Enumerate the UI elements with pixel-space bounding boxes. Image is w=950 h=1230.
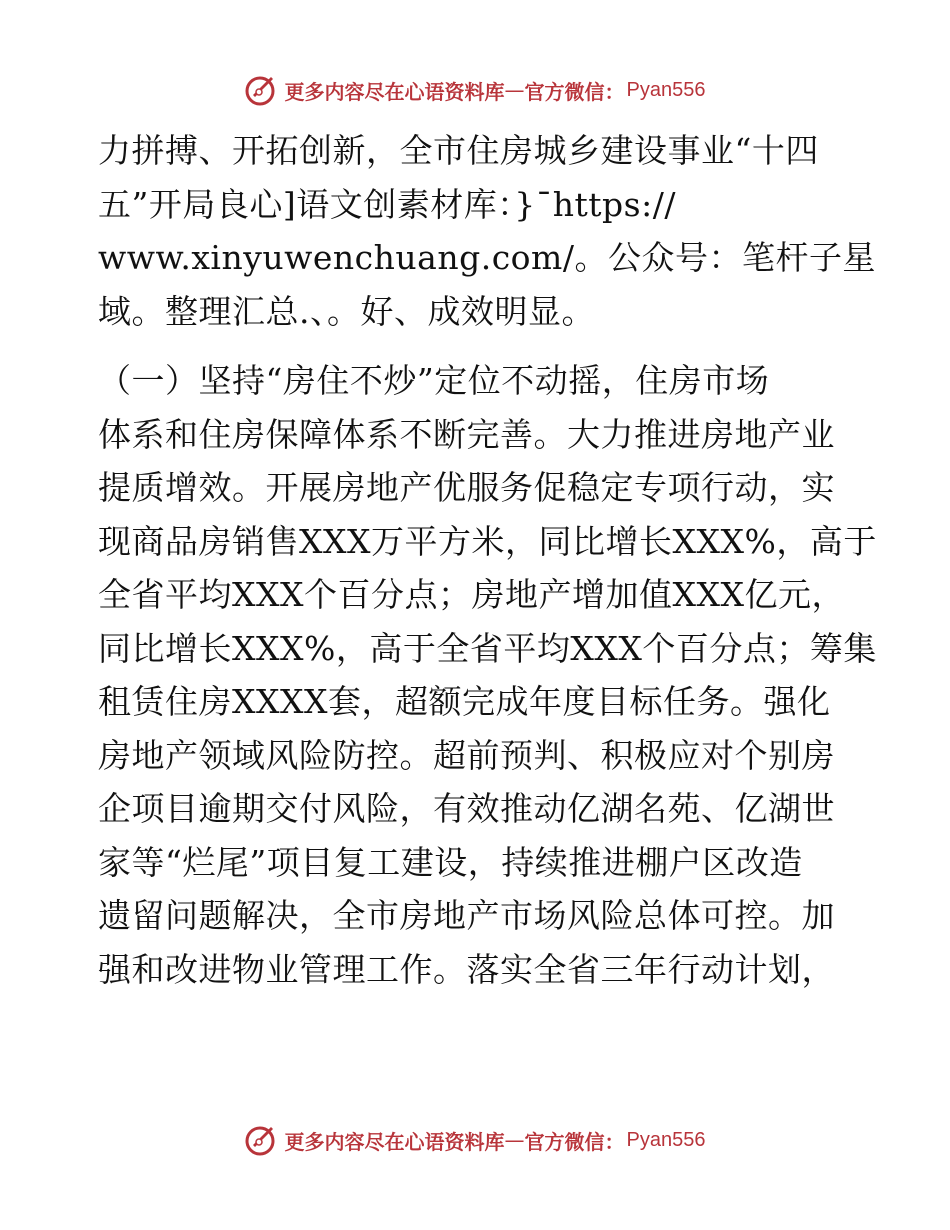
text-line: 租赁住房XXXX套，超额完成年度目标任务。强化 bbox=[98, 682, 831, 721]
text-line: 体系和住房保障体系不断完善。大力推进房地产业 bbox=[98, 414, 835, 454]
text-line: 全省平均XXX个百分点；房地产增加值XXX亿元， bbox=[98, 575, 845, 614]
text-line: 家等“烂尾”项目复工建设，持续推进棚户区改造 bbox=[98, 842, 803, 882]
paragraph-1 bbox=[98, 124, 876, 338]
text-line: 域。整理汇总.、。好、成效明显。 bbox=[98, 291, 595, 331]
banner-wechat-handle: Pyan556 bbox=[626, 78, 706, 101]
banner-separator: — bbox=[504, 78, 525, 102]
pen-book-logo-icon bbox=[245, 73, 279, 107]
text-line: 提质增效。开展房地产优服务促稳定专项行动，实 bbox=[98, 468, 835, 507]
text-line: 力拼搏、开拓创新，全市住房城乡建设事业“十四 bbox=[98, 131, 819, 170]
banner-wechat-label: 官方微信： bbox=[524, 79, 625, 104]
banner-wechat-label: 官方微信： bbox=[524, 1129, 625, 1154]
text-line: 遗留问题解决，全市房地产市场风险总体可控。加 bbox=[98, 896, 835, 935]
paragraph-gap bbox=[98, 338, 858, 354]
text-line: 房地产领域风险防控。超前预判、积极应对个别房 bbox=[98, 735, 835, 775]
text-line: 强和改进物业管理工作。落实全省三年行动计划， bbox=[98, 949, 835, 989]
footer-watermark-banner bbox=[0, 1120, 950, 1160]
banner-wechat-handle: Pyan556 bbox=[626, 1128, 706, 1151]
text-line: www.xinyuwenchuang.com/。公众号：笔杆子星 bbox=[98, 238, 876, 277]
text-line: 五”开局良心]语文创素材库：}¯https:// bbox=[98, 184, 676, 224]
text-line: 同比增长XXX%，高于全省平均XXX个百分点；筹集 bbox=[98, 628, 877, 668]
pen-book-logo-icon bbox=[245, 1123, 279, 1157]
text-line: （一）坚持“房住不炒”定位不动摇，住房市场 bbox=[98, 361, 770, 400]
header-watermark-banner bbox=[0, 70, 950, 110]
banner-brand-text: 更多内容尽在心语资料库 bbox=[284, 79, 505, 104]
banner-brand-text: 更多内容尽在心语资料库 bbox=[284, 1129, 505, 1154]
document-body bbox=[98, 124, 877, 996]
text-line: 现商品房销售XXX万平方米，同比增长XXX%，高于 bbox=[98, 521, 877, 561]
paragraph-2 bbox=[98, 354, 877, 996]
text-line: 企项目逾期交付风险，有效推动亿湖名苑、亿湖世 bbox=[98, 789, 835, 828]
banner-separator: — bbox=[504, 1128, 525, 1152]
